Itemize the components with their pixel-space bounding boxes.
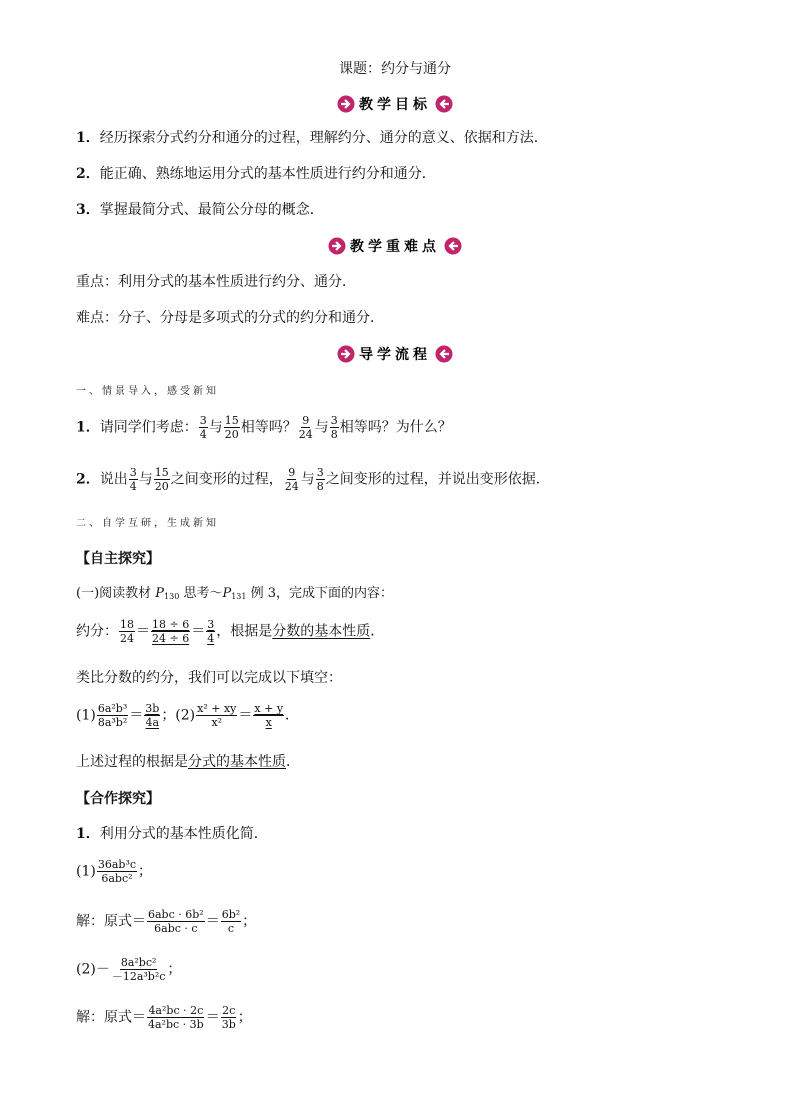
banner-key-difficult [0,236,790,256]
difficult-point: 难点：分子、分母是多项式的分式的约分和通分． [76,310,384,326]
fraction: $\frac{3b}{4a}$ [145,702,160,729]
reduction-example: 约分： $\frac{18}{24}$ ＝ $\frac{18 \div 6}{24 \div 6}$ ＝ $\frac{3}{4}$ ，根据是分数的基本性质． [76,618,385,645]
fraction: $\frac{3}{4}$ [207,618,215,645]
answer-fill: 分式的基本性质 [188,754,286,770]
fraction: $\frac{15}{20}$ [224,414,239,441]
solution-1: 解：原式＝ $\frac{\text{6abc · 6b²}}{\text{6abc · c}}$ ＝ $\frac{\text{6b²}}{c}$ ； [76,908,257,935]
fraction: $\frac{9}{24}$ [298,414,313,441]
banner-label: 导学流程 [359,347,431,363]
fraction: $\frac{\text{4a²bc · 2c}}{\text{4a²bc · 3b}}$ [148,1004,204,1031]
fraction: $\frac{9}{24}$ [284,466,299,493]
banner-label: 教学重难点 [350,239,440,255]
page-title: 课题：约分与通分 [339,61,451,77]
fraction: $\frac{\text{36ab³c}}{\text{6abc²}}$ [97,858,137,885]
section-heading: 二、自学互研，生成新知 [76,518,219,529]
goal-item: 3．掌握最简分式、最简公分母的概念． [76,202,324,218]
analogy-text: 类比分数的约分，我们可以完成以下填空： [76,670,342,686]
arrow-right-icon [337,345,355,363]
coop-explore-heading: 【合作探究】 [76,791,160,807]
fraction: $\frac{15}{20}$ [154,466,169,493]
arrow-left-icon [435,95,453,113]
banner-teaching-goals [0,94,790,114]
fraction: $\frac{x + y}{x}$ [254,702,284,729]
question-2: 2．说出 $\frac{3}{4}$ 与 $\frac{15}{20}$ 之间变形的过程， $\frac{9}{24}$ 与 $\frac{3}{8}$ 之间变形的过程，并说出变形依据． [76,466,550,493]
read-instruction: (一)阅读教材 $P_{130}$ 思考$\sim P_{131}$ 例 3，完成下面的内容： [76,586,394,601]
fraction: $\frac{18}{24}$ [120,618,134,645]
banner-learning-flow [0,344,790,364]
goal-item: 2．能正确、熟练地运用分式的基本性质进行约分和通分． [76,166,436,182]
exercise-2: (2)－ $\frac{\text{8a²bc²}}{\text{－12a³b²c}}$ ； [76,956,182,983]
arrow-right-icon [328,237,346,255]
fraction: $\frac{\text{6abc · 6b²}}{\text{6abc · c}}$ [148,908,204,935]
fraction: $\frac{18 \div 6}{24 \div 6}$ [152,618,190,645]
fraction: $\frac{\text{8a²bc²}}{\text{－12a³b²c}}$ [111,956,166,983]
fraction: $\frac{3}{8}$ [316,466,324,493]
fraction: $\frac{3}{4}$ [199,414,207,441]
fraction: $\frac{3}{8}$ [330,414,338,441]
key-point: 重点：利用分式的基本性质进行约分、通分． [76,274,356,290]
banner-label: 教学目标 [359,97,431,113]
fill-in-exercise: (1) $\frac{\text{6a²b³}}{\text{8a³b²}}$ ＝ $\frac{3b}{4a}$ ；(2) $\frac{\text{x² + xy}}{\text{x²}}$ ＝ $\frac{x + y}{x}$ ． [76,702,300,729]
answer-fill: 分数的基本性质 [272,623,371,640]
fraction: $\frac{\text{x² + xy}}{\text{x²}}$ [197,702,237,729]
fraction: $\frac{3}{4}$ [129,466,137,493]
section-heading: 一、情景导入，感受新知 [76,386,219,397]
self-explore-heading: 【自主探究】 [76,551,160,567]
fraction: $\frac{\text{6b²}}{c}$ [221,908,241,935]
exercise-1: (1) $\frac{\text{36ab³c}}{\text{6abc²}}$ ； [76,858,153,885]
solution-2: 解：原式＝ $\frac{\text{4a²bc · 2c}}{\text{4a²bc · 3b}}$ ＝ $\frac{2c}{3b}$ ； [76,1004,252,1031]
process-basis: 上述过程的根据是分式的基本性质． [76,754,300,770]
question-1: 1．请同学们考虑： $\frac{3}{4}$ 与 $\frac{15}{20}$ 相等吗？ $\frac{9}{24}$ 与 $\frac{3}{8}$ 相等吗？为什么？ [76,414,452,441]
coop-question-1: 1．利用分式的基本性质化简． [76,826,268,842]
arrow-right-icon [337,95,355,113]
goal-item: 1．经历探索分式约分和通分的过程，理解约分、通分的意义、依据和方法． [76,130,548,146]
fraction: $\frac{\text{6a²b³}}{\text{8a³b²}}$ [97,702,128,729]
arrow-left-icon [435,345,453,363]
arrow-left-icon [444,237,462,255]
fraction: $\frac{2c}{3b}$ [221,1004,236,1031]
